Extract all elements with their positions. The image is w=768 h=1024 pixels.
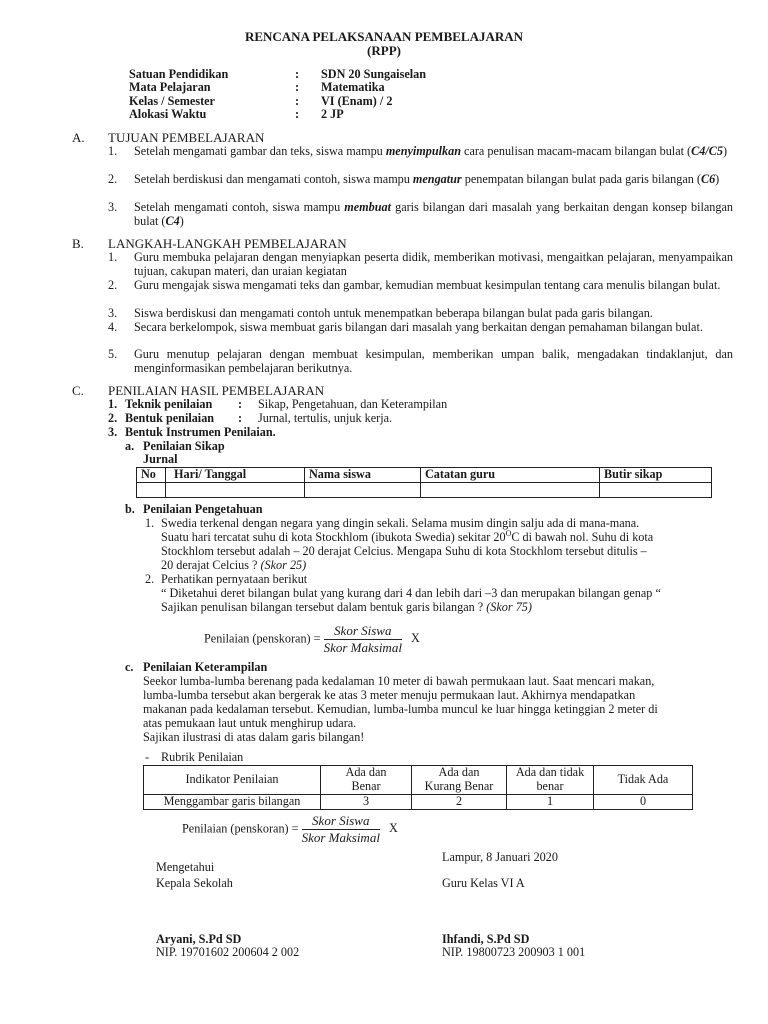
identity-separator: : [295,107,300,121]
table-cell: Menggambar garis bilangan [144,795,321,810]
table-cell [166,482,305,497]
item-code: C4 [165,213,180,228]
section-b-heading: LANGKAH-LANGKAH PEMBELAJARAN [108,236,347,251]
table-header-cell: Ada dan Benar [321,766,412,795]
task-text: atas pemukaan laut untuk menghirup udara. [143,716,357,730]
item-code: C4/C5 [691,144,723,158]
question-text: Swedia terkenal dengan negara yang dingin sekali. Selama musim dingin salju ada di mana-mana. [161,516,640,530]
identity-label: Satuan Pendidikan [129,67,229,81]
table-header-cell: Nama siswa [305,468,421,483]
identity-separator: : [295,94,300,108]
section-c-letter: C. [72,383,84,398]
question-text-part: 20 derajat Celcius ? [161,558,261,572]
signature-left-nip: NIP. 19701602 200604 2 002 [156,945,300,959]
item-code: C6 [700,172,716,186]
identity-value: Matematika [321,80,385,94]
signature-place-date: Lampur, 8 Januari 2020 [442,850,558,864]
subsection-letter: a. [125,439,135,453]
table-header-cell: Catatan guru [421,468,600,483]
item-text: penempatan bilangan bulat pada garis bilangan ( [461,172,701,186]
question-number: 1. [145,516,155,530]
item-text: Setelah mengamati contoh, siswa mampu [134,200,345,214]
question-text [161,601,532,615]
table-cell [421,482,600,497]
formula-numerator: Skor Siswa [302,814,380,830]
question-text: Perhatikan pernyataan berikut [161,572,308,586]
item-text: cara penulisan macam-macam bilangan bulat ( [460,144,692,158]
item-text: ) [722,144,727,158]
table-header-cell: Butir sikap [600,468,712,483]
signature-left-role: Kepala Sekolah [156,876,233,890]
point-separator: : [238,411,243,425]
table-cell [600,482,712,497]
identity-value: SDN 20 Sungaiselan [321,67,426,81]
rubrik-table [143,765,693,810]
question-text: “ Diketahui deret bilangan bulat yang kurang dari 4 dan lebih dari –3 dan merupakan bilangan genap “ [161,586,661,600]
formula-multiplier: X [410,631,420,646]
list-number: 1. [108,250,118,264]
list-item: Guru membuka pelajaran dengan menyiapkan peserta didik, memberikan motivasi, mengaitkan pelajaran, menyampaikan tujuan, cakupan materi, dan uraian kegiatan [134,250,733,278]
point-value: Jurnal, tertulis, unjuk kerja. [258,411,393,425]
identity-separator: : [295,80,300,94]
question-text [161,528,733,545]
question-text-part: C di bawah nol. Suhu di kota [511,530,654,544]
subsection-heading: Penilaian Keterampilan [143,660,268,674]
list-item: Guru menutup pelajaran dengan membuat kesimpulan, memberikan umpan balik, mengadakan tindaklanjut, dan menginformasikan pembelajaran berikutnya. [134,347,733,375]
signature-right-role: Guru Kelas VI A [442,876,525,890]
task-text: makanan pada kedalaman tersebut. Kemudian, lumba-lumba muncul ke luar hingga ketinggian 2 meter di [143,702,658,716]
formula-fraction [324,624,402,654]
table-header-cell: Indikator Penilaian [144,766,321,795]
subsection-letter: b. [125,502,135,516]
question-text [161,559,306,573]
formula-multiplier: X [388,821,398,836]
point-value: Sikap, Pengetahuan, dan Keterampilan [258,397,448,411]
question-text: Stockhlom tersebut adalah – 20 derajat Celcius. Mengapa Suhu di kota Stockhlom tersebut ditulis – [161,544,647,558]
formula-label: Penilaian (penskoran) = [204,631,324,646]
rubrik-label: Rubrik Penilaian [161,750,244,764]
table-cell: 0 [594,795,693,810]
table-cell: 3 [321,795,412,810]
section-c-heading: PENILAIAN HASIL PEMBELAJARAN [108,383,325,398]
list-number: 2. [108,172,118,186]
formula-numerator: Skor Siswa [324,624,402,640]
table-cell [305,482,421,497]
list-item: Guru mengajak siswa mengamati teks dan gambar, kemudian membuat kesimpulan tentang cara menulis bilangan bulat. [134,278,721,292]
question-number: 2. [145,572,155,586]
subsection-heading: Penilaian Pengetahuan [143,502,263,516]
list-number: 4. [108,320,118,334]
table-cell: 1 [507,795,594,810]
item-verb: menyimpulkan [385,144,461,158]
list-item [134,173,733,187]
item-verb: membuat [344,200,392,214]
scoring-formula [182,814,398,844]
rubrik-dash: - [145,750,150,764]
table-header-cell: No [137,468,166,483]
point-number: 3. [108,425,118,439]
item-verb: mengatur [412,172,462,186]
identity-value: 2 JP [321,107,344,121]
item-text: Setelah mengamati gambar dan teks, siswa mampu [134,144,386,158]
list-number: 1. [108,144,118,158]
item-text: ) [715,172,720,186]
identity-label: Kelas / Semester [129,94,215,108]
point-separator: : [238,397,243,411]
question-text-part: Sajikan penulisan bilangan tersebut dalam bentuk garis bilangan ? [161,600,487,614]
point-label: Bentuk penilaian [125,411,215,425]
subsection-heading: Penilaian Sikap [143,439,225,453]
signature-left-line1: Mengetahui [156,860,215,874]
section-a-heading: TUJUAN PEMBELAJARAN [108,130,265,145]
point-number: 1. [108,397,118,411]
formula-label: Penilaian (penskoran) = [182,821,302,836]
jurnal-table [136,467,712,498]
table-header-cell: Ada dan Kurang Benar [412,766,507,795]
table-header-cell: Ada dan tidak benar [507,766,594,795]
list-number: 3. [108,200,118,214]
section-b-letter: B. [72,236,84,251]
item-text: Setelah berdiskusi dan mengamati contoh, siswa mampu [134,172,413,186]
subsection-letter: c. [125,660,134,674]
document-title: RENCANA PELAKSANAAN PEMBELAJARAN [244,29,524,44]
identity-label: Alokasi Waktu [129,107,207,121]
formula-denominator: Skor Maksimal [323,639,402,655]
table-row [144,795,693,810]
list-number: 2. [108,278,118,292]
table-row [137,482,712,497]
list-item [134,145,733,159]
item-text: ) [179,213,184,228]
task-text: Sajikan ilustrasi di atas dalam garis bilangan! [143,730,365,744]
item-text: garis bilangan dari masalah yang berkaitan dengan konsep bilangan bulat ( [134,200,733,228]
list-number: 3. [108,306,118,320]
formula-fraction [302,814,380,844]
table-cell [137,482,166,497]
document-subtitle: (RPP) [367,43,401,58]
point-number: 2. [108,411,118,425]
identity-value: VI (Enam) / 2 [321,94,393,108]
point-label: Teknik penilaian [125,397,213,411]
jurnal-label: Jurnal [143,452,178,466]
task-text: lumba-lumba tersebut akan bergerak ke atas 3 meter menuju permukaan laut. Akhirnya mendapatkan [143,688,636,702]
scoring-formula [204,624,420,654]
signature-right-name: Ihfandi, S.Pd SD [442,932,530,946]
table-header-cell: Tidak Ada [594,766,693,795]
identity-separator: : [295,67,300,81]
point-label: Bentuk Instrumen Penilaian. [125,425,276,439]
list-number: 5. [108,347,118,361]
degree-superscript: O [505,528,512,538]
list-item: Siswa berdiskusi dan mengamati contoh untuk menempatkan beberapa bilangan bulat pada garis bilangan. [134,306,653,320]
signature-left-name: Aryani, S.Pd SD [156,932,242,946]
identity-label: Mata Pelajaran [129,80,211,94]
signature-right-nip: NIP. 19800723 200903 1 001 [442,945,586,959]
table-header-cell: Hari/ Tanggal [166,468,305,483]
task-text: Seekor lumba-lumba berenang pada kedalaman 10 meter di bawah permukaan laut. Saat mencari makan, [143,674,655,688]
list-item [134,201,733,228]
question-score: (Skor 75) [486,600,532,614]
question-score: (Skor 25) [260,558,307,572]
section-a-letter: A. [72,130,85,145]
list-item: Secara berkelompok, siswa membuat garis bilangan dari masalah yang berkaitan dengan pemahaman bilangan bulat. [134,320,703,334]
formula-denominator: Skor Maksimal [301,829,380,845]
table-cell: 2 [412,795,507,810]
question-text-part: Suatu hari tercatat suhu di kota Stockhlom (ibukota Swedia) sekitar 20 [161,530,506,544]
